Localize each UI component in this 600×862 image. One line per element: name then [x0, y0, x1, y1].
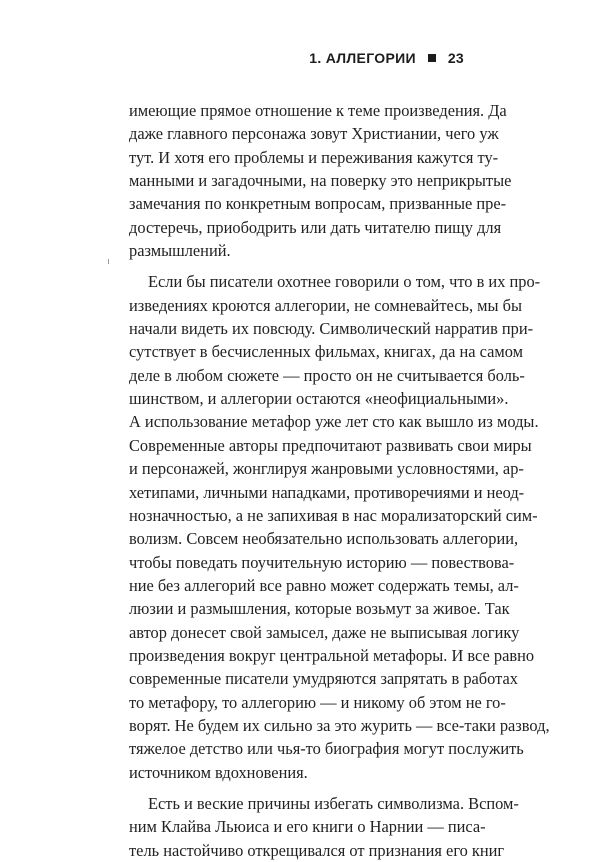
text-line: деле в любом сюжете — просто он не считывается боль- — [129, 365, 525, 385]
text-line: манными и загадочными, на поверку это неприкрытые — [129, 171, 512, 191]
text-line: автор донесет свой замысел, даже не выписывая логику — [129, 622, 520, 642]
margin-mark — [108, 259, 109, 264]
text-line: произведения вокруг центральной метафоры. И все равно — [129, 645, 535, 665]
text-line: люзии и размышления, которые возьмут за живое. Так — [129, 599, 510, 619]
text-line: хетипами, личными нападками, противоречиями и неод- — [129, 482, 525, 502]
text-line: шинством, и аллегории остаются «неофициальными». — [129, 389, 509, 409]
text-line: сутствует в бесчисленных фильмах, книгах, да на самом — [129, 342, 524, 362]
paragraph-3 — [129, 792, 519, 862]
paragraph-2 — [129, 270, 550, 784]
text-line: имеющие прямое отношение к теме произведения. Да — [129, 101, 507, 120]
text-line: начали видеть их повсюду. Символический нарратив при- — [129, 319, 534, 339]
text-line: и персонажей, жонглируя жанровыми условностями, ар- — [129, 459, 524, 479]
text-line: современные писатели умудряются запрятать в работах — [129, 669, 518, 689]
text-line: Если бы писатели охотнее говорили о том, что в их про- — [148, 272, 541, 292]
body-text — [129, 99, 550, 862]
text-line: Современные авторы предпочитают развивать свои миры — [129, 435, 532, 455]
text-line: размышлений. — [129, 241, 231, 261]
text-line: изведениях кроются аллегории, не сомневайтесь, мы бы — [129, 295, 523, 315]
text-line: ние без аллегорий все равно может содержать темы, ал- — [129, 575, 519, 595]
square-bullet-icon — [428, 54, 436, 62]
page-number: 23 — [447, 50, 464, 66]
text-line: чтобы поведать поучительную историю — повествова- — [129, 552, 515, 572]
text-line: Есть и веские причины избегать символизма. Вспом- — [148, 793, 519, 813]
text-line: ним Клайва Льюиса и его книги о Нарнии — писа- — [129, 817, 486, 837]
chapter-title: 1. АЛЛЕГОРИИ — [309, 50, 416, 66]
text-line: А использование метафор уже лет сто как вышло из моды. — [129, 412, 539, 432]
running-head — [309, 50, 464, 66]
text-line: тель настойчиво открещивался от признания его книг — [129, 840, 505, 860]
text-line: замечания по конкретным вопросам, призванные пре- — [129, 194, 507, 214]
text-line: источником вдохновения. — [129, 762, 308, 782]
text-line: волизм. Совсем необязательно использовать аллегории, — [129, 529, 519, 549]
text-line: достеречь, приободрить или дать читателю пищу для — [129, 217, 502, 237]
text-line: ворят. Не будем их сильно за это журить — все-таки развод, — [129, 715, 550, 735]
text-line: тут. И хотя его проблемы и переживания кажутся ту- — [129, 147, 499, 167]
text-line: нозначностью, а не запихивая в нас морализаторский сим- — [129, 505, 538, 525]
text-line: даже главного персонажа зовут Христиании, чего уж — [129, 124, 499, 144]
paragraph-1 — [129, 99, 512, 262]
text-line: тяжелое детство или чья-то биография могут послужить — [129, 739, 524, 759]
text-line: то метафору, то аллегорию — и никому об этом не го- — [129, 692, 506, 712]
